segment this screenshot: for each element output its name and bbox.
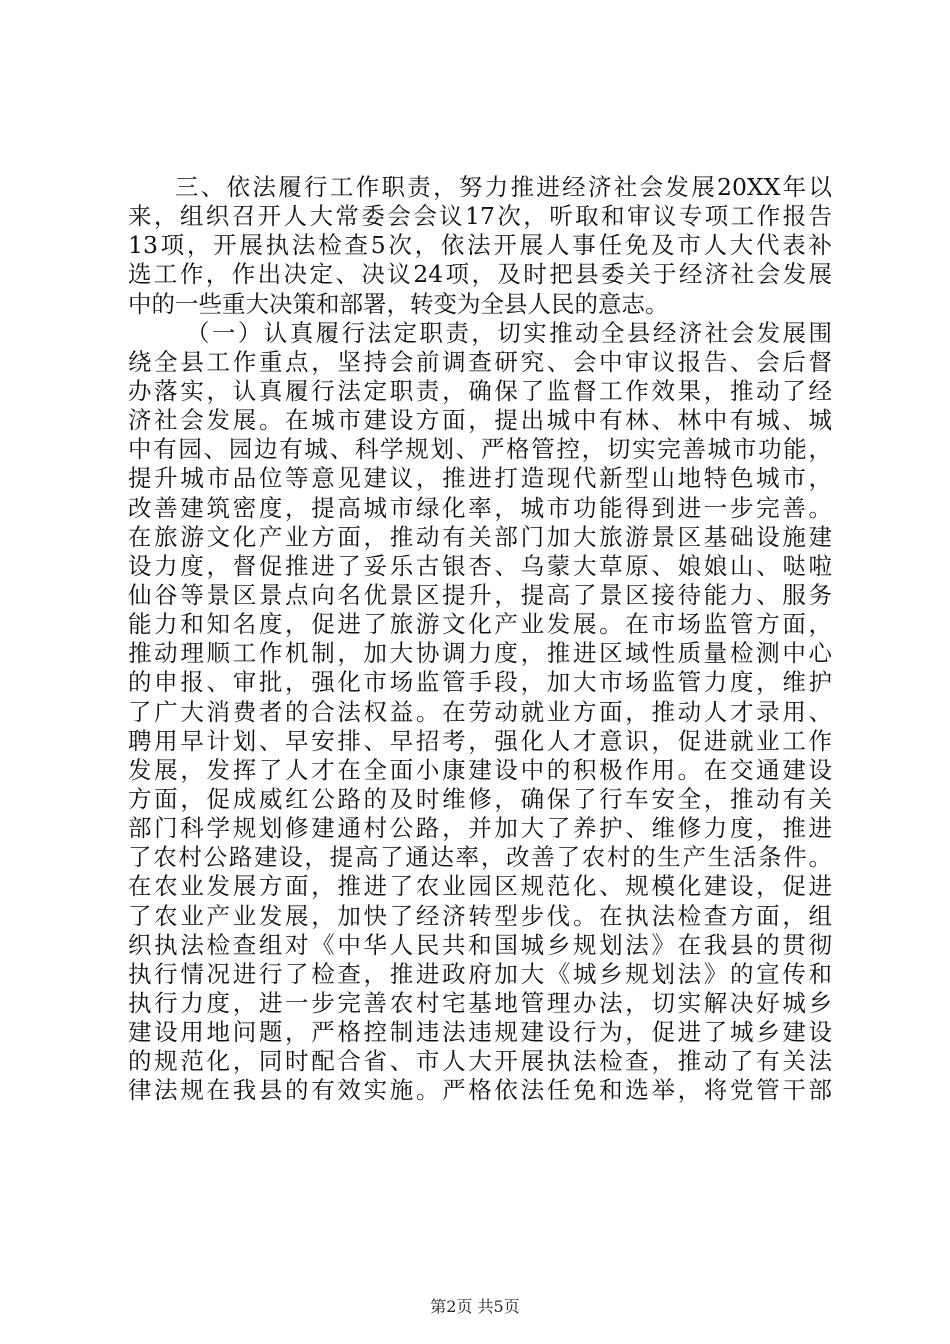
text-line: 设力度，督促推进了妥乐古银杏、乌蒙大草原、娘娘山、哒啦 [128,551,832,580]
text-line: 了农业产业发展，加快了经济转型步伐。在执法检查方面，组 [128,901,832,930]
text-line: 发展，发挥了人才在全面小康建设中的积极作用。在交通建设 [128,755,832,784]
text-line: 律法规在我县的有效实施。严格依法任免和选举，将党管干部 [128,1076,832,1105]
text-line: 的申报、审批，强化市场监管手段，加大市场监管力度，维护 [128,668,832,697]
text-line: 提升城市品位等意见建议，推进打造现代新型山地特色城市， [128,464,832,493]
text-line: 在农业发展方面，推进了农业园区规范化、规模化建设，促进 [128,872,832,901]
body-text [128,173,832,1106]
text-line: 绕全县工作重点，坚持会前调查研究、会中审议报告、会后督 [128,347,832,376]
text-line: 在旅游文化产业方面，推动有关部门加大旅游景区基础设施建 [128,522,832,551]
text-line: 织执法检查组对《中华人民共和国城乡规划法》在我县的贯彻 [128,930,832,959]
text-line: 执行力度，进一步完善农村宅基地管理办法，切实解决好城乡 [128,988,832,1017]
text-line: 聘用早计划、早安排、早招考，强化人才意识，促进就业工作 [128,726,832,755]
text-line: 的规范化，同时配合省、市人大开展执法检查，推动了有关法 [128,1047,832,1076]
text-line: 中的一些重大决策和部署，转变为全县人民的意志。 [128,289,669,318]
text-line: 13项，开展执法检查5次，依法开展人事任免及市人大代表补 [128,231,832,260]
text-line: 了广大消费者的合法权益。在劳动就业方面，推动人才录用、 [128,697,832,726]
text-line: 中有园、园边有城、科学规划、严格管控，切实完善城市功能， [128,435,832,464]
text-line: 仙谷等景区景点向名优景区提升，提高了景区接待能力、服务 [128,580,832,609]
page-number-footer: 第2页 共5页 [430,1297,520,1316]
text-line: 三、依法履行工作职责，努力推进经济社会发展20XX年以 [175,173,832,201]
text-line: （一）认真履行法定职责，切实推动全县经济社会发展围 [186,318,832,347]
text-line: 执行情况进行了检查，推进政府加大《城乡规划法》的宣传和 [128,959,832,988]
text-line: 济社会发展。在城市建设方面，提出城中有林、林中有城、城 [128,406,832,435]
text-line: 改善建筑密度，提高城市绿化率，城市功能得到进一步完善。 [128,493,832,522]
text-line: 部门科学规划修建通村公路，并加大了养护、维修力度，推进 [128,814,832,843]
text-line: 推动理顺工作机制，加大协调力度，推进区域性质量检测中心 [128,639,832,668]
text-line: 选工作，作出决定、决议24项，及时把县委关于经济社会发展 [128,260,832,289]
text-line: 方面，促成威红公路的及时维修，确保了行车安全，推动有关 [128,784,832,813]
text-line: 来，组织召开人大常委会会议17次，听取和审议专项工作报告 [128,202,832,231]
text-line: 建设用地问题，严格控制违法违规建设行为，促进了城乡建设 [128,1018,832,1047]
text-line: 能力和知名度，促进了旅游文化产业发展。在市场监管方面， [128,610,832,639]
text-line: 办落实，认真履行法定职责，确保了监督工作效果，推动了经 [128,376,832,405]
text-line: 了农村公路建设，提高了通达率，改善了农村的生产生活条件。 [128,843,832,872]
